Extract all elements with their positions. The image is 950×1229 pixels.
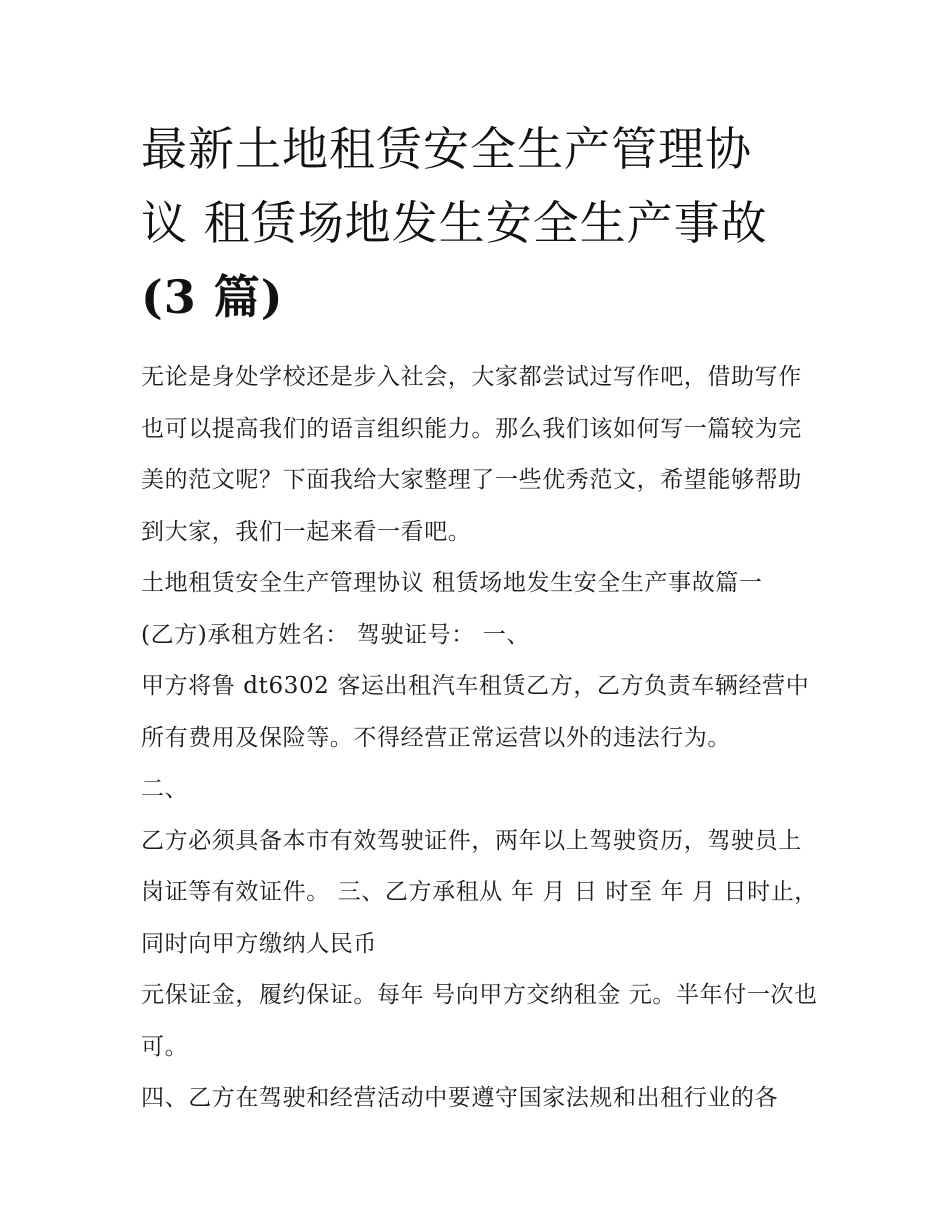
deposit-rent-text: 元保证金，履约保证。每年 号向甲方交纳租金 元。半年付一次也可。 bbox=[141, 982, 818, 1060]
title-line-2: 议 租赁场地发生安全生产事故 bbox=[141, 196, 768, 250]
clause-2-3-text: 乙方必须具备本市有效驾驶证件，两年以上驾驶资历，驾驶员上岗证等有效证件。 三、乙方承租从 年 月 日 时至 年 月 日时止，同时向甲方缴纳人民币 bbox=[141, 827, 818, 957]
clause-1-text: 甲方将鲁 dt6302 客运出租汽车租赁乙方，乙方负责车辆经营中所有费用及保险等。不得经营正常运营以外的违法行为。 bbox=[141, 673, 810, 751]
document-content bbox=[141, 112, 821, 1125]
lessee-info-line: (乙方)承租方姓名： 驾驶证号： 一、 bbox=[141, 621, 530, 648]
clause-4-text: 四、乙方在驾驶和经营活动中要遵守国家法规和出租行业的各 bbox=[141, 1085, 779, 1111]
title-line-3: (3 篇) bbox=[141, 270, 284, 324]
intro-paragraph: 无论是身处学校还是步入社会，大家都尝试过写作吧，借助写作也可以提高我们的语言组织能力。那么我们该如何写一篇较为完美的范文呢？下面我给大家整理了一些优秀范文，希望能够帮助到大家，我们一起来看一看吧。 bbox=[141, 364, 802, 545]
title-line-1: 最新土地租赁安全生产管理协 bbox=[141, 122, 752, 176]
section-heading: 土地租赁安全生产管理协议 租赁场地发生安全生产事故篇一 bbox=[141, 570, 763, 596]
clause-2-number: 二、 bbox=[141, 776, 189, 802]
document-title bbox=[141, 112, 821, 334]
